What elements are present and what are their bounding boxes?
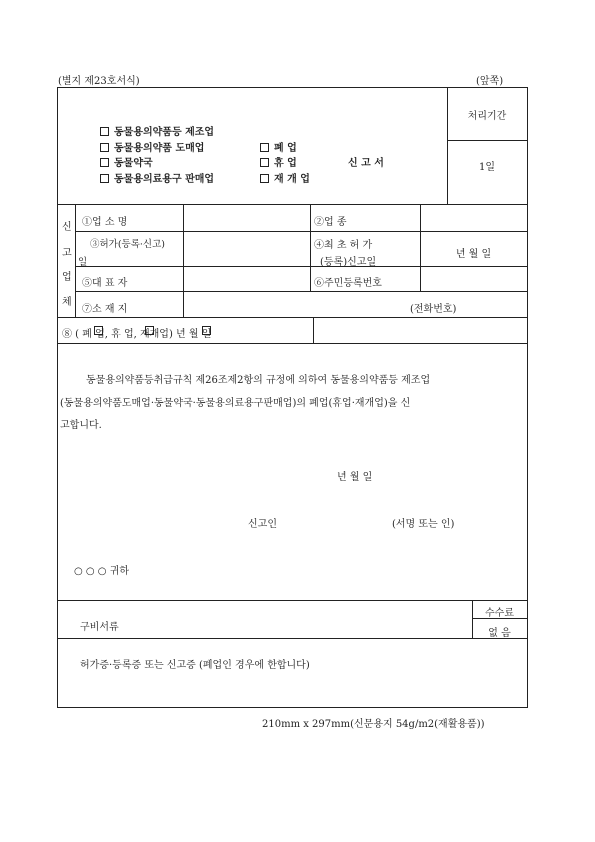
frame-right <box>527 87 528 707</box>
row-line-2 <box>75 266 527 267</box>
industry-label: ②업 종 <box>314 217 347 228</box>
closure-date-label: ⑧ ( 폐 업, 휴 업, 재개업) 년 월 일 <box>62 329 212 340</box>
checkbox-item-closure[interactable]: 폐 업 <box>260 139 297 154</box>
business-top-line <box>57 204 528 205</box>
statement-line-2: (동물용의약품도매업·동물약국·동물용의료용구판매업)의 폐업(휴업·재개업)을 신 <box>60 398 411 409</box>
processing-divider <box>447 87 448 204</box>
frame-left <box>57 87 58 707</box>
side-label-char-3: 업 <box>62 272 72 283</box>
documents-content: 허가증·등록증 또는 신고증 (폐업인 경우에 한합니다) <box>80 660 310 671</box>
row-line-4 <box>57 317 528 318</box>
resident-number-label: ⑥주민등록번호 <box>314 278 382 289</box>
fee-label: 수수료 <box>485 608 514 619</box>
row-line-1 <box>75 231 527 232</box>
side-label-char-1: 신 <box>62 222 72 233</box>
page-side-label: (앞쪽) <box>476 76 504 87</box>
first-permit-label-line1: ④최 초 허 가 <box>314 240 373 251</box>
checkbox-item-reopening[interactable]: 재 개 업 <box>260 170 310 185</box>
checkbox-item-pharmacy[interactable]: 동물약국 <box>100 154 153 169</box>
row-line-3 <box>75 291 527 292</box>
signature-label: (서명 또는 인) <box>392 519 455 530</box>
paper-spec: 210mm x 297mm(신문용지 54g/m2(재활용품)) <box>262 719 485 730</box>
reporter-label: 신고인 <box>248 519 277 530</box>
frame-bottom <box>57 707 528 708</box>
processing-period-value: 1일 <box>478 162 496 173</box>
first-permit-label-line2: (등록)신고일 <box>320 257 377 268</box>
documents-label: 구비서류 <box>80 622 119 633</box>
checkbox-icon[interactable] <box>100 158 109 167</box>
checkbox-icon[interactable] <box>145 326 154 335</box>
processing-period-label: 처리기간 <box>467 111 507 122</box>
permit-label: ③허가(등록·신고) <box>90 239 165 250</box>
label-value-divider <box>183 204 184 317</box>
checkbox-item-device-sales[interactable]: 동물용의료용구 판매업 <box>100 170 214 185</box>
permit-suffix: 일 <box>78 257 88 268</box>
documents-middle-line <box>57 638 528 639</box>
checkbox-item-manufacturing[interactable]: 동물용의약품등 제조업 <box>100 123 214 138</box>
phone-label: (전화번호) <box>410 304 457 315</box>
frame-top <box>57 87 528 88</box>
side-label-char-2: 고 <box>62 248 72 259</box>
report-date: 년 월 일 <box>337 472 373 483</box>
side-label-char-4: 체 <box>62 297 72 308</box>
checkbox-icon[interactable] <box>202 326 211 335</box>
closure-divider <box>313 317 314 343</box>
checkbox-item-wholesale[interactable]: 동물용의약품 도매업 <box>100 139 204 154</box>
representative-label: ⑤대 표 자 <box>82 278 128 289</box>
form-number: (별지 제23호서식) <box>58 76 140 87</box>
checkbox-icon[interactable] <box>94 326 103 335</box>
checkbox-icon[interactable] <box>260 143 269 152</box>
documents-top-line <box>57 600 528 601</box>
fee-value: 없 음 <box>488 628 511 639</box>
processing-row-line <box>447 140 527 141</box>
checkbox-icon[interactable] <box>100 143 109 152</box>
business-side-divider <box>75 204 76 317</box>
checkbox-icon[interactable] <box>100 127 109 136</box>
closure-row-line <box>57 343 528 344</box>
report-title: 신 고 서 <box>348 158 384 169</box>
addressee: ○ ○ ○ 귀하 <box>74 566 130 577</box>
first-permit-date: 년 월 일 <box>455 249 492 260</box>
address-label: ⑦소 재 지 <box>82 304 128 315</box>
middle-divider <box>310 204 311 291</box>
checkbox-item-suspension[interactable]: 휴 업 <box>260 154 297 169</box>
business-name-label: ①업 소 명 <box>82 217 128 228</box>
checkbox-icon[interactable] <box>100 174 109 183</box>
checkbox-icon[interactable] <box>260 174 269 183</box>
checkbox-icon[interactable] <box>260 158 269 167</box>
statement-line-1: 동물용의약품등취급규칙 제26조제2항의 규정에 의하여 동물용의약품등 제조업 <box>86 375 431 386</box>
statement-line-3: 고합니다. <box>60 420 102 431</box>
